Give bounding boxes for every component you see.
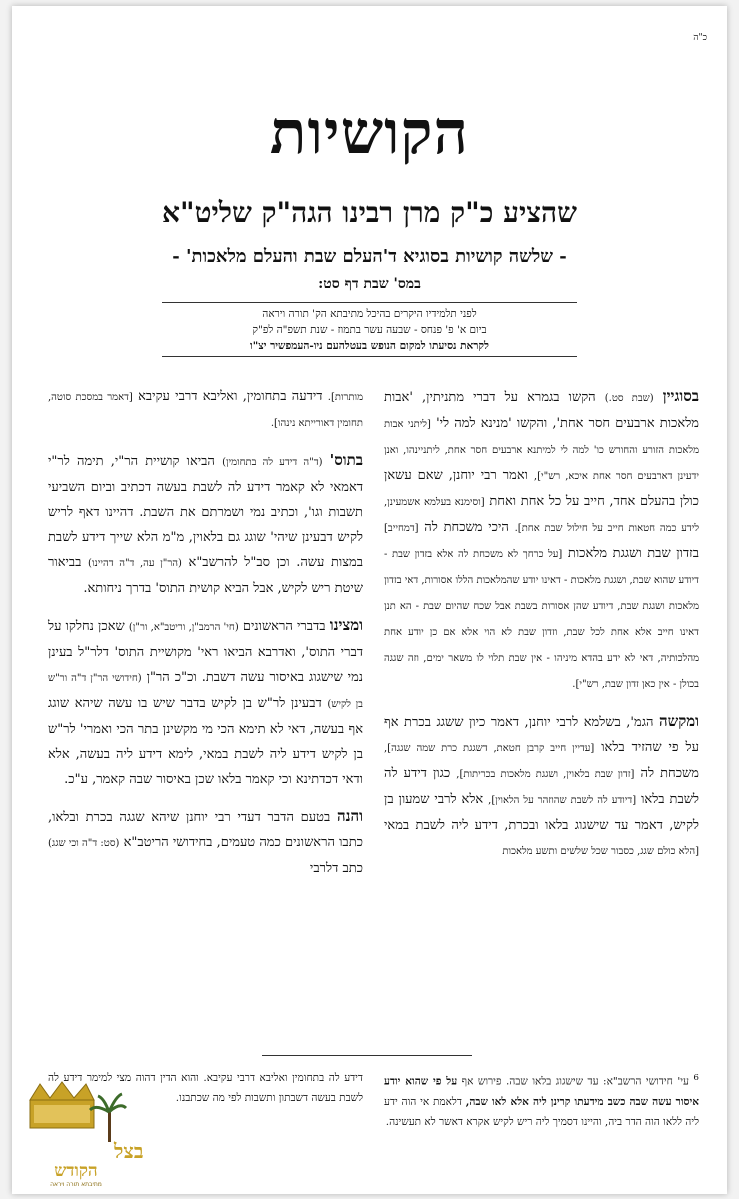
source-line: במס' שבת דף סט: bbox=[318, 276, 421, 292]
paragraph: מותרות]. דידעה בתחומין, ואליבא דרבי עקיבא [דאמר במסכת סוטה, תחומין דאורייתא נינהו]. bbox=[48, 389, 363, 429]
paragraph: והנה בטעם הדבר דעדי רבי יוחנן שיהא שגגה בכרת ובלאו, כתבו הראשונים כמה טעמים, בחידושי הריטב"א (סט: ד"ה וכי שגג) כתב דלרבי bbox=[48, 807, 363, 876]
paragraph: ומצינו בדברי הראשונים (חי' הרמב"ן, וריטב"א, ור"ן) שאכן נחלקו על דברי התוס', ואדרבא הביאו ראי' מקושיית התוס' דלר"ל בעינן נמי שישגוג באיסור עשה דשבת. וכ"כ הר"ן (חידושי הר"ן ד"ה ור"ש בן לקיש) דבעינן לר"ש בן לקיש בדבר שיש בו עשה שיהא שוגג אף בעשה, דאי לא תימא הכי מי מקשינן בתר הכי ואמרי' לר"ש בן לקיש דידע ליה לשבת במאי, לימא דידע ליה בעשה, אלא ודאי דכדתינא וכי קאמר בלאו שכן באיסור שבה קאמר, ע"כ. bbox=[48, 616, 364, 787]
subtitle: שהציע כ"ק מרן רבינו הגה"ק שליט"א bbox=[162, 196, 577, 229]
paragraph: בסוגיין (שבת סט.) הקשו בגמרא על דברי מתניתין, 'אבות מלאכות ארבעים חסר אחת', והקשו 'מנינא למה לי' [ליתני אבות מלאכות הזורע והחורש כו' למה לי למיתנא ארבעים חסר אחת, ליתניינהו, ואנן ידעינן דארבעים חסר אחת איכא, רש"י], ואמר רבי יוחנן, שאם עשאן כולן בהעלם אחד, חייב על כל אחת ואחת [וסימנא בעלמא אשמעינן, לידע כמה חטאות חייב על חילול שבת אחת]. היכי משכחת לה [דמחייב] בזדון שבת ושגגת מלאכות [על כרחך לא משכחת לה אלא בזדון שבת - דיודע שהוא שבת, ושגגת מלאכות - דאינו יודע שהמלאכות הללו אסורות, דאי בזדון מלאכות ושגגת שבת, דיודע שהן אסורות בשבת אבל שכח שהיום שבת - הא תנן דאינו חייב אלא אחת לכל שבת, וזדון שבת לא הוי אלא אם כן יודע אחת מהלכותיה, דאי לא ידע בהדא מיניהו - אין שבת תלוי לו משאר ימים, וזה שגגה בכולן - אין כאן זדון שבת, רש"י]. bbox=[384, 387, 699, 690]
logo-tagline: מתיבתא תורה ויראה bbox=[50, 1181, 102, 1188]
left-column bbox=[48, 384, 363, 893]
occasion-line-1: לפני תלמידיו היקרים בהיכל מתיבתא הק' תורה ויראה bbox=[262, 308, 477, 320]
footnote-right: $^6$ עי' חידושי הרשב"א: עד שישגוג בלאו שבה. פירוש אף על פי שהוא יודע איסור עשה שבה כשב מידעתו קרינן ליה אלא לאו שבה, דלאמת אי הוה ידע ליה ללאו הוה הדר ביה, והיינו דסמיך ליה ריש לקיש אקרא דאשר לא תעשינה. bbox=[384, 1073, 699, 1128]
occasion-line-3: לקראת נסיעתו למקום הנופש בעטלהעם ניו-העמפשיר יצ"ו bbox=[250, 340, 489, 352]
lead-word: ומקשה bbox=[658, 712, 699, 730]
page-number: כ"ה bbox=[693, 33, 707, 43]
crown-icon bbox=[30, 1082, 94, 1128]
header-rule-top bbox=[162, 302, 577, 303]
occasion-block bbox=[162, 306, 577, 354]
lead-word: בתוס' bbox=[329, 451, 363, 469]
palm-tree-icon bbox=[90, 1094, 126, 1142]
footnote-left: דידע לה בתחומין ואליבא דרבי עקיבא. והוא הדין דהוה מצי למימר דידע לה לשבת בעשה דשבתון ותשבות לפי מה שכתבנו. bbox=[48, 1072, 363, 1104]
paragraph: בתוס' (ד"ה דידע לה בתחומין) הביאו קושיית הר"י, תימה לר"י דאמאי לא קאמר דידע לה לשבת בעשה דכתיב וביום השביעי תשבות וגו', וכתיב נמי ושמרתם את השבת. דהיינו דאף לריש לקיש דבעינן שיהי' שוגג גם בלאוין, מ"מ הלא שייך דידע לשבת במצות עשה. וכן סב"ל להרשב"א (הר"ן עה, ד"ה דהיינו) בביאור שיטת ריש לקיש, אבל הביא קושית התוס' בדרך ניחותא. bbox=[48, 451, 363, 596]
footnote-marker: 6 bbox=[693, 1073, 699, 1083]
document-page bbox=[12, 6, 727, 1194]
logo-line-2: הקודש bbox=[54, 1161, 98, 1181]
footnote-rule bbox=[262, 1055, 472, 1056]
topic-line: - שלשה קושיות בסוגיא ד'העלם שבת והעלם מלאכות' - bbox=[172, 246, 567, 267]
lead-word: בסוגיין bbox=[662, 387, 699, 405]
paragraph: ומקשה הגמ', בשלמא לרבי יוחנן, דאמר כיון ששגג בכרת אף על פי שהזיד בלאו [עדיין חייב קרבן חטאת, דשגגת כרת שמה שגגה], משכחת לה [זדון שבת בלאוין, ושגגת מלאכות בכריתות], כגון דידע לה לשבת בלאו [דיודע לה לשבת שהוזהר על הלאוין], אלא לרבי שמעון בן לקיש, דאמר עד שישגוג בלאו ובכרת, דידע ליה לשבת במאי [הלא כולם שגג, כסבור שכל שלשים ותשע מלאכות bbox=[384, 712, 699, 857]
lead-word: והנה bbox=[337, 807, 363, 825]
right-column bbox=[384, 384, 699, 876]
lead-word: ומצינו bbox=[329, 616, 363, 634]
page-title: הקושיות bbox=[269, 98, 470, 168]
occasion-line-2: ביום א' פ' פנחס - שבעה עשר בתמוז - שנת תשפ"ה לפ"ק bbox=[252, 324, 487, 336]
header-rule-bottom bbox=[162, 356, 577, 357]
publisher-logo bbox=[16, 1078, 144, 1188]
logo-line-1: בצל bbox=[114, 1139, 144, 1163]
